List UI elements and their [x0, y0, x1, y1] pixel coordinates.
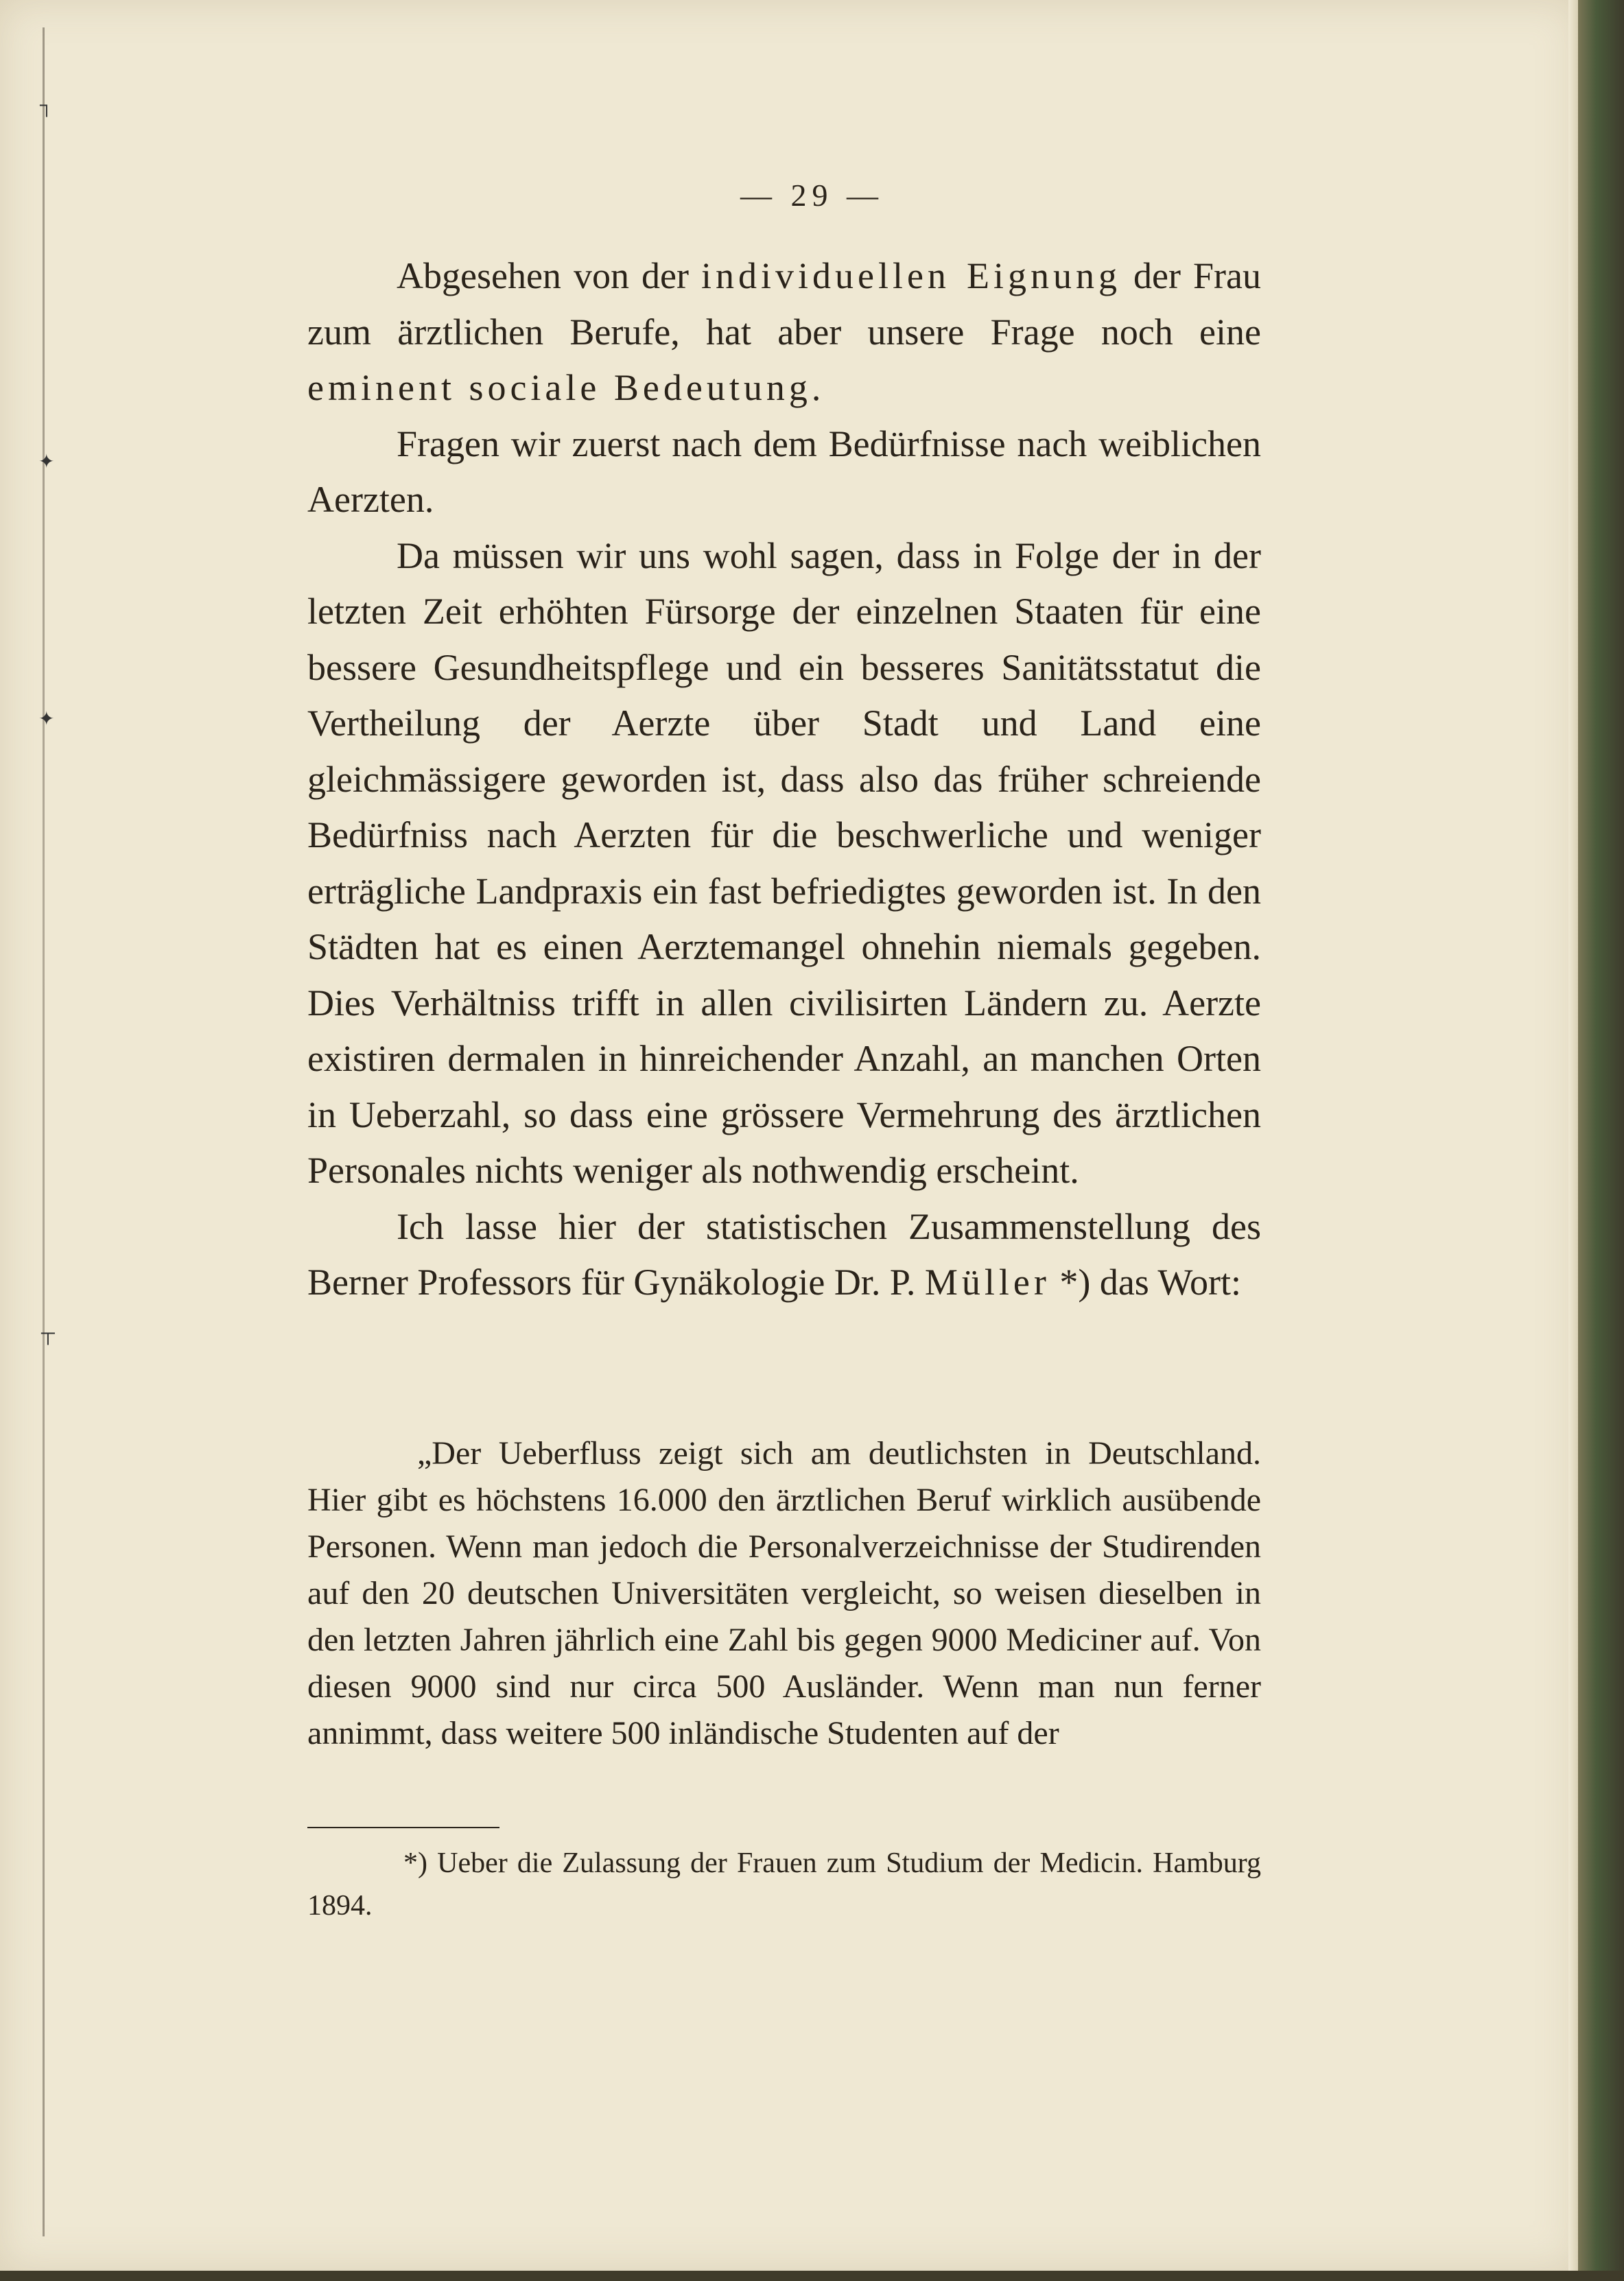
binding-gutter	[43, 27, 45, 2236]
block-quote	[307, 1430, 1261, 1757]
paragraph: Ich lasse hier der statistischen Zusammenstellung des Berner Professors für Gynäkologie Dr. P. Müller *) das Wort:	[307, 1205, 1261, 1303]
emphasis-text: Müller	[924, 1262, 1050, 1303]
footnote-text: *) Ueber die Zulassung der Frauen zum Studium der Medicin. Hamburg 1894.	[307, 1847, 1261, 1922]
main-text	[307, 248, 1261, 1311]
page-edge-shadow	[1568, 0, 1578, 2271]
paragraph: Da müssen wir uns wohl sagen, dass in Folge der in der letzten Zeit erhöhten Fürsorge der einzelnen Staaten für eine bessere Gesundheitspflege und ein besseres Sanitätsstatut die Vertheilung der Aerzte über Stadt und Land eine gleichmässigere geworden ist, dass also das früher schreiende Bedürfniss nach Aerzten für die beschwerliche und weniger erträgliche Landpraxis ein fast befriedigtes geworden ist. In den Städten hat es einen Aerztemangel ohnehin niemals gegeben. Dies Verhältniss trifft in allen civilisirten Ländern zu. Aerzte existiren dermalen in hinreichender Anzahl, an manchen Orten in Ueberzahl, so dass eine grössere Vermehrung des ärztlichen Personales nichts weniger als nothwendig erscheint.	[307, 534, 1261, 1191]
binding-stitch-mark: ✦	[38, 451, 55, 473]
footnote-divider	[307, 1827, 499, 1828]
paragraph: Fragen wir zuerst nach dem Bedürfnisse nach weiblichen Aerzten.	[307, 423, 1261, 520]
quote-paragraph: „Der Ueberfluss zeigt sich am deutlichsten in Deutschland. Hier gibt es höchstens 16.000 den ärztlichen Beruf wirklich ausübende Personen. Wenn man jedoch die Personalverzeichnisse der Studirenden auf den 20 deutschen Universitäten vergleicht, so weisen dieselben in den letzten Jahren jährlich eine Zahl bis gegen 9000 Mediciner auf. Von diesen 9000 sind nur circa 500 Ausländer. Wenn man nun ferner annimmt, dass weitere 500 inländische Studenten auf der	[307, 1435, 1261, 1751]
emphasis-text: eminent sociale Bedeutung.	[307, 367, 825, 408]
footnote	[307, 1842, 1261, 1927]
binding-stitch-mark: ✦	[38, 709, 55, 730]
paragraph: Abgesehen von der individuellen Eignung der Frau zum ärztlichen Berufe, hat aber unsere Frage noch eine eminent sociale Bedeutung.	[307, 255, 1261, 408]
book-cover-edge	[1578, 0, 1624, 2281]
page-number: — 29 —	[740, 178, 884, 213]
binding-stitch-mark: ┐	[40, 95, 54, 116]
book-cover-bottom	[0, 2271, 1624, 2281]
emphasis-text: individuellen Eignung	[701, 255, 1121, 296]
binding-stitch-mark: ┬	[41, 1323, 55, 1344]
